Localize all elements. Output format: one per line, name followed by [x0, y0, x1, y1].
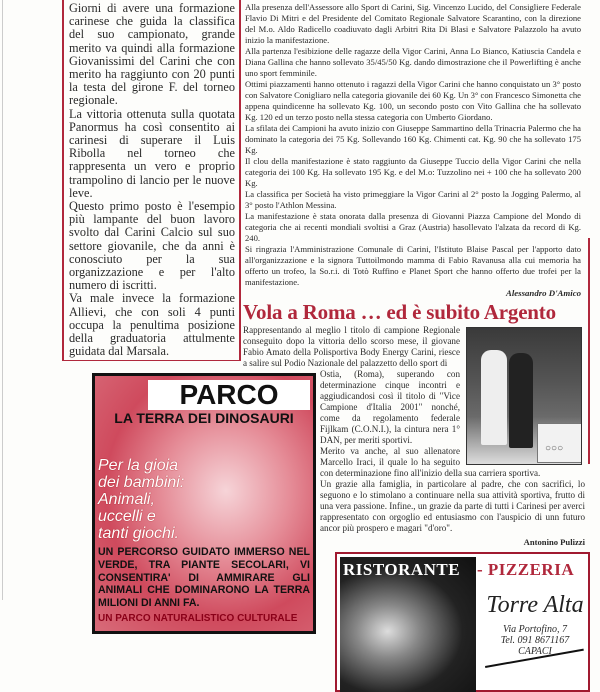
address: Via Portofino, 7 — [503, 624, 567, 635]
article-headline: Vola a Roma … ed è subito Argento — [243, 300, 556, 324]
column-divider — [588, 238, 590, 464]
paragraph: Merito va anche, al suo allenatore Marcello Iraci, il quale lo ha seguito con determinazione fino all'inizio della sua carriera sportiva. — [320, 446, 541, 478]
ad-title: PARCO — [148, 380, 310, 410]
right-column — [243, 0, 590, 692]
paragraph: La manifestazione è stata onorata dalla presenza di Giovanni Piazza Campione del Mondo di categoria che ai recenti mondiali svoltisi a Graz (Austria) hasollevato l'alzata da record di Kg. 240. — [245, 211, 581, 243]
paragraph: La classifica per Società ha visto primeggiare la Vigor Carini al 2° posto la Jogging Palermo, al 3° posto l'Athlon Messina. — [245, 189, 581, 210]
tagline-line: Per la gioia — [98, 457, 179, 475]
powerlifting-article — [243, 0, 583, 299]
left-article — [62, 0, 241, 361]
podium-photo — [466, 327, 582, 465]
phone: Tel. 091 8671167 — [500, 635, 570, 646]
paragraph: Ottimi piazzamenti hanno ottenuto i ragazzi della Vigor Carini che hanno conquistato un 3° posto con Salvatore Conigliaro nella categoria giovanile dei 60 Kg. Un 3° con Francesco Simonetta che appena quindicenne ha sollevato Kg. 100, un secondo posto con Vito Gallina che ha sollevato Kg. 120 ed un terzo posto nella stessa categoria con Umberto Giordano. — [245, 79, 581, 122]
paragraph: Alla presenza dell'Assessore allo Sport di Carini, Sig. Vincenzo Lucido, del Consigliere Federale Flavio Di Mitri e del Presidente del Comitato Regionale Salvatore Scarantino, con la direzione del M.o. Aldo Radicello coadiuvato dagli Arbitri Rita Di Blasi e Salvatore Palazzolo ha avuto inizio la manifestazione. — [245, 2, 581, 45]
paragraph: La vittoria ottenuta sulla quotata Panormus ha così consentito ai carinesi di superare il Luis Ribolla nel torneo che rappresenta un vero e proprio trampolino di lancio per le nuove leve. — [69, 106, 235, 200]
author-signature: Alessandro D'Amico — [505, 288, 581, 298]
ad-label-ristorante: RISTORANTE — [343, 560, 461, 579]
tagline-line: tanti giochi. — [98, 525, 179, 543]
ristorante-advertisement — [335, 552, 590, 692]
restaurant-name: Torre Alta — [486, 592, 584, 618]
city: CAPACI — [518, 646, 552, 657]
coach-figure — [481, 350, 507, 445]
paragraph: Va male invece la formazione Allievi, che con soli 4 punti occupa la penultima posizione della graduatoria attulmente guidata dal Marsala. — [69, 291, 235, 359]
paragraph: Si ringrazia l'Amministrazione Comunale di Carini, l'Istituto Blaise Pascal per l'apporto dato all'organizzazione e la signora Tuttoilmondo mamma di Fabio Ravanusa alla cui memoria ha offerto un trofeo, la So.r.i. di Totò Ruffino e Planet Sport che hanno offerto due trofei per la manifestazione. — [245, 244, 581, 287]
olympic-rings-icon: ○○○ — [545, 443, 564, 454]
tagline-line: dei bambini: — [98, 474, 185, 492]
paragraph: Il clou della manifestazione è stato raggiunto da Giuseppe Tuccio della Vigor Carini che nella categoria dei 100 Kg. Ha sollevato 195 Kg. e del M.o: Tuzzolino nei + 100 che ha sollevato 200 Kg. — [245, 156, 581, 188]
roma-article — [243, 325, 585, 548]
tagline-line: uccelli e — [98, 508, 156, 526]
paragraph: Alla partenza l'esibizione delle ragazze della Vigor Carini, Anna Lo Bianco, Katiuscia Candela e Diana Gallina che hanno sollevato 35/45/50 Kg. dando dimostrazione che il Powerlifting è anche uno sport femminile. — [245, 46, 581, 78]
ad-footer: UN PARCO NATURALISTICO CULTURALE — [98, 613, 298, 625]
paragraph: Questo primo posto è l'esempio più lampante del buon lavoro svolto dal Carini Calcio sul suo settore giovanile, che da anni è conosciuto per la sua organizzazione e per l'alto numero di iscritti. — [69, 199, 235, 293]
paragraph: La sfilata dei Campioni ha avuto inizio con Giuseppe Sammartino della Trinacria Palermo che ha dominato la categoria dei 75 Kg. Sollevando 160 Kg. Chimenti cat. Kg. 90 che ha sollevato 175 Kg. — [245, 123, 581, 155]
author-signature: Antonino Pulizzi — [523, 537, 585, 547]
athlete-figure — [509, 353, 533, 448]
tagline-line: Animali, — [98, 491, 155, 509]
paragraph: Ostia, (Roma), superando con determinazione cinque incontri e aggiudicandosi così il titolo di "Vice Campione d'Italia 2001" nonché, come da regolamento federale Fijlkam (C.O.N.I.), la cintura nera 1° DAN, per meriti sportivi. — [320, 369, 460, 445]
paragraph: Giorni di avere una formazione carinese che guida la classifica del suo campionato, grande merito va quindi alla formazione Giovanissimi del Carini che con merito ha raggiunto con 20 punti la testa del girone F. del torneo regionale. — [69, 1, 235, 108]
paragraph: Rappresentando al meglio l titolo di campione Regionale conseguito dopo la vittoria dello scorso mese, il giovane Fabio Amato della Polisportiva Body Energy Carini, riesce a salire sul Podio Nazionale del palazzetto dello sport di — [243, 325, 460, 368]
ad-description: UN PERCORSO GUIDATO IMMERSO NEL VERDE, TRA PIANTE SECOLARI, VI CONSENTIRA' DI AMMIRARE GLI ANIMALI CHE DOMINARONO LA TERRA MILIONI DI ANNI FA. — [98, 546, 310, 609]
page-edge — [2, 0, 3, 600]
ad-subtitle: LA TERRA DEI DINOSAURI — [114, 410, 294, 427]
paragraph: Un grazie alla famiglia, in particolare al padre, che con sacrifici, lo seguono e lo stimolano a continuare nella sua attività sportiva, frutto di una vera passione. Infine., un grazie da parte di tutti i Carinesi per averci rappresentato con orgoglio ed entusiasmo con l'auspicio di unn futuro ancor più prospero e magari "d'oro". — [320, 479, 585, 533]
ad-label-pizzeria: - PIZZERIA — [477, 560, 575, 579]
